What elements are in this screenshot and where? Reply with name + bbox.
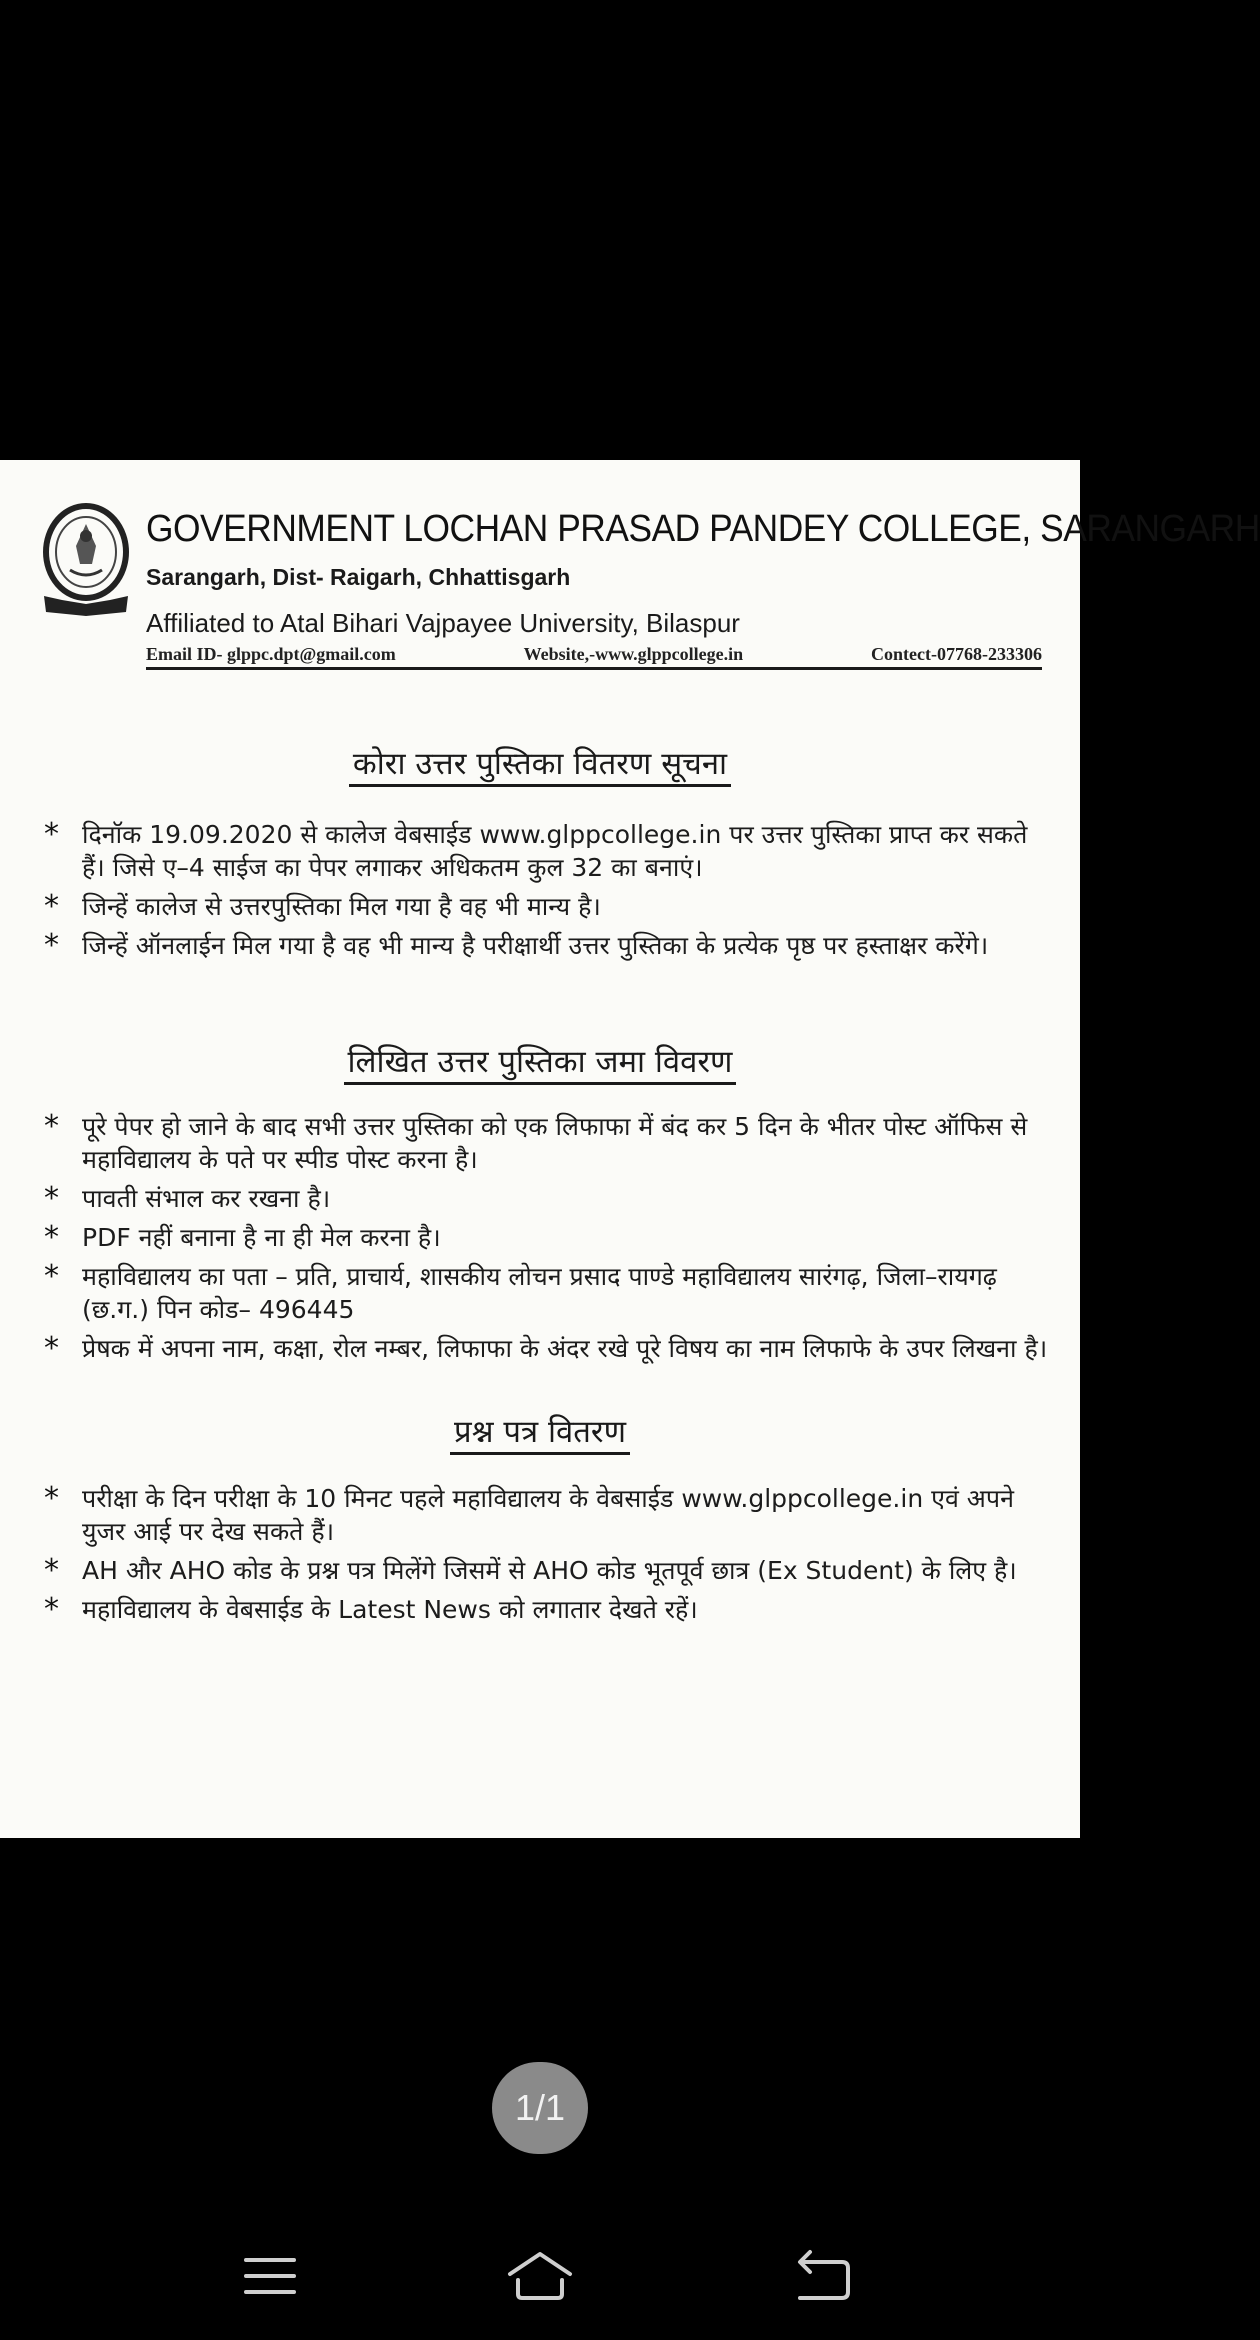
section-title-written-answer-submission: लिखित उत्तर पुस्तिका जमा विवरण bbox=[0, 1040, 1080, 1082]
list-item: * जिन्हें ऑनलाईन मिल गया है वह भी मान्य है परीक्षार्थी उत्तर पुस्तिका के प्रत्येक पृष्ठ पर हस्ताक्षर करेंगे। bbox=[44, 928, 989, 963]
list-item: * पावती संभाल कर रखना है। bbox=[44, 1181, 331, 1216]
back-icon[interactable] bbox=[784, 2236, 864, 2316]
list-item: * जिन्हें कालेज से उत्तरपुस्तिका मिल गया है वह भी मान्य है। bbox=[44, 889, 601, 924]
bullet-star: * bbox=[44, 1481, 59, 1516]
section-title-blank-answer-booklet: कोरा उत्तर पुस्तिका वितरण सूचना bbox=[0, 742, 1080, 784]
bullet-star: * bbox=[44, 1220, 59, 1255]
bullet-star: * bbox=[44, 1553, 59, 1588]
list-item: * पूरे पेपर हो जाने के बाद सभी उत्तर पुस्तिका को एक लिफाफा में बंद कर 5 दिन के भीतर पोस्ट ऑफिस से महाविद्यालय के पते पर स्पीड पोस्ट करना है। bbox=[44, 1109, 1028, 1174]
college-emblem-icon bbox=[40, 500, 132, 618]
list-item: * परीक्षा के दिन परीक्षा के 10 मिनट पहले महाविद्यालय के वेबसाईड www.glppcollege.in एवं अपने युजर आई पर देख सकते हैं। bbox=[44, 1481, 1014, 1546]
list-item: * दिनॉक 19.09.2020 से कालेज वेबसाईड www.glppcollege.in पर उत्तर पुस्तिका प्राप्त कर सकते हैं। जिसे ए–4 साईज का पेपर लगाकर अधिकतम कुल 32 का बनाएं। bbox=[44, 817, 1028, 882]
section-3-list bbox=[40, 1482, 1050, 1632]
list-item: * AH और AHO कोड के प्रश्न पत्र मिलेंगे जिसमें से AHO कोड भूतपूर्व छात्र (Ex Student) के लिए है। bbox=[44, 1553, 1017, 1588]
bullet-star: * bbox=[44, 1181, 59, 1216]
section-1-list bbox=[40, 818, 1050, 968]
list-item: * प्रेषक में अपना नाम, कक्षा, रोल नम्बर, लिफाफा के अंदर रखे पूरे विषय का नाम लिफाफे के उपर लिखना है। bbox=[44, 1331, 1048, 1366]
page-indicator: 1/1 bbox=[492, 2062, 588, 2154]
bullet-star: * bbox=[44, 1592, 59, 1627]
bullet-star: * bbox=[44, 928, 59, 963]
bullet-star: * bbox=[44, 1331, 59, 1366]
list-item: * महाविद्यालय के वेबसाईड के Latest News को लगातार देखते रहें। bbox=[44, 1592, 698, 1627]
list-item: * महाविद्यालय का पता – प्रति, प्राचार्य, शासकीय लोचन प्रसाद पाण्डे महाविद्यालय सारंगढ़, जिला–रायगढ़ (छ.ग.) पिन कोड– 496445 bbox=[44, 1259, 997, 1324]
contact-row bbox=[146, 644, 1042, 670]
college-name: GOVERNMENT LOCHAN PRASAD PANDEY COLLEGE, SARANGARH bbox=[146, 508, 1260, 550]
section-title-question-paper-distribution: प्रश्न पत्र वितरण bbox=[0, 1410, 1080, 1452]
bullet-star: * bbox=[44, 1259, 59, 1294]
bullet-star: * bbox=[44, 1109, 59, 1144]
contact-number: Contect-07768-233306 bbox=[871, 644, 1042, 664]
bullet-star: * bbox=[44, 817, 59, 852]
bullet-star: * bbox=[44, 889, 59, 924]
document-page[interactable] bbox=[0, 460, 1260, 1838]
list-item: * PDF नहीं बनाना है ना ही मेल करना है। bbox=[44, 1220, 441, 1255]
college-affiliation: Affiliated to Atal Bihari Vajpayee University, Bilaspur bbox=[146, 608, 740, 638]
email-text: Email ID- glppc.dpt@gmail.com bbox=[146, 644, 396, 664]
menu-icon[interactable] bbox=[230, 2236, 310, 2316]
college-address: Sarangarh, Dist- Raigarh, Chhattisgarh bbox=[146, 564, 571, 590]
website-text: Website,-www.glppcollege.in bbox=[523, 644, 744, 664]
home-icon[interactable] bbox=[500, 2236, 580, 2316]
section-2-list bbox=[40, 1110, 1050, 1371]
